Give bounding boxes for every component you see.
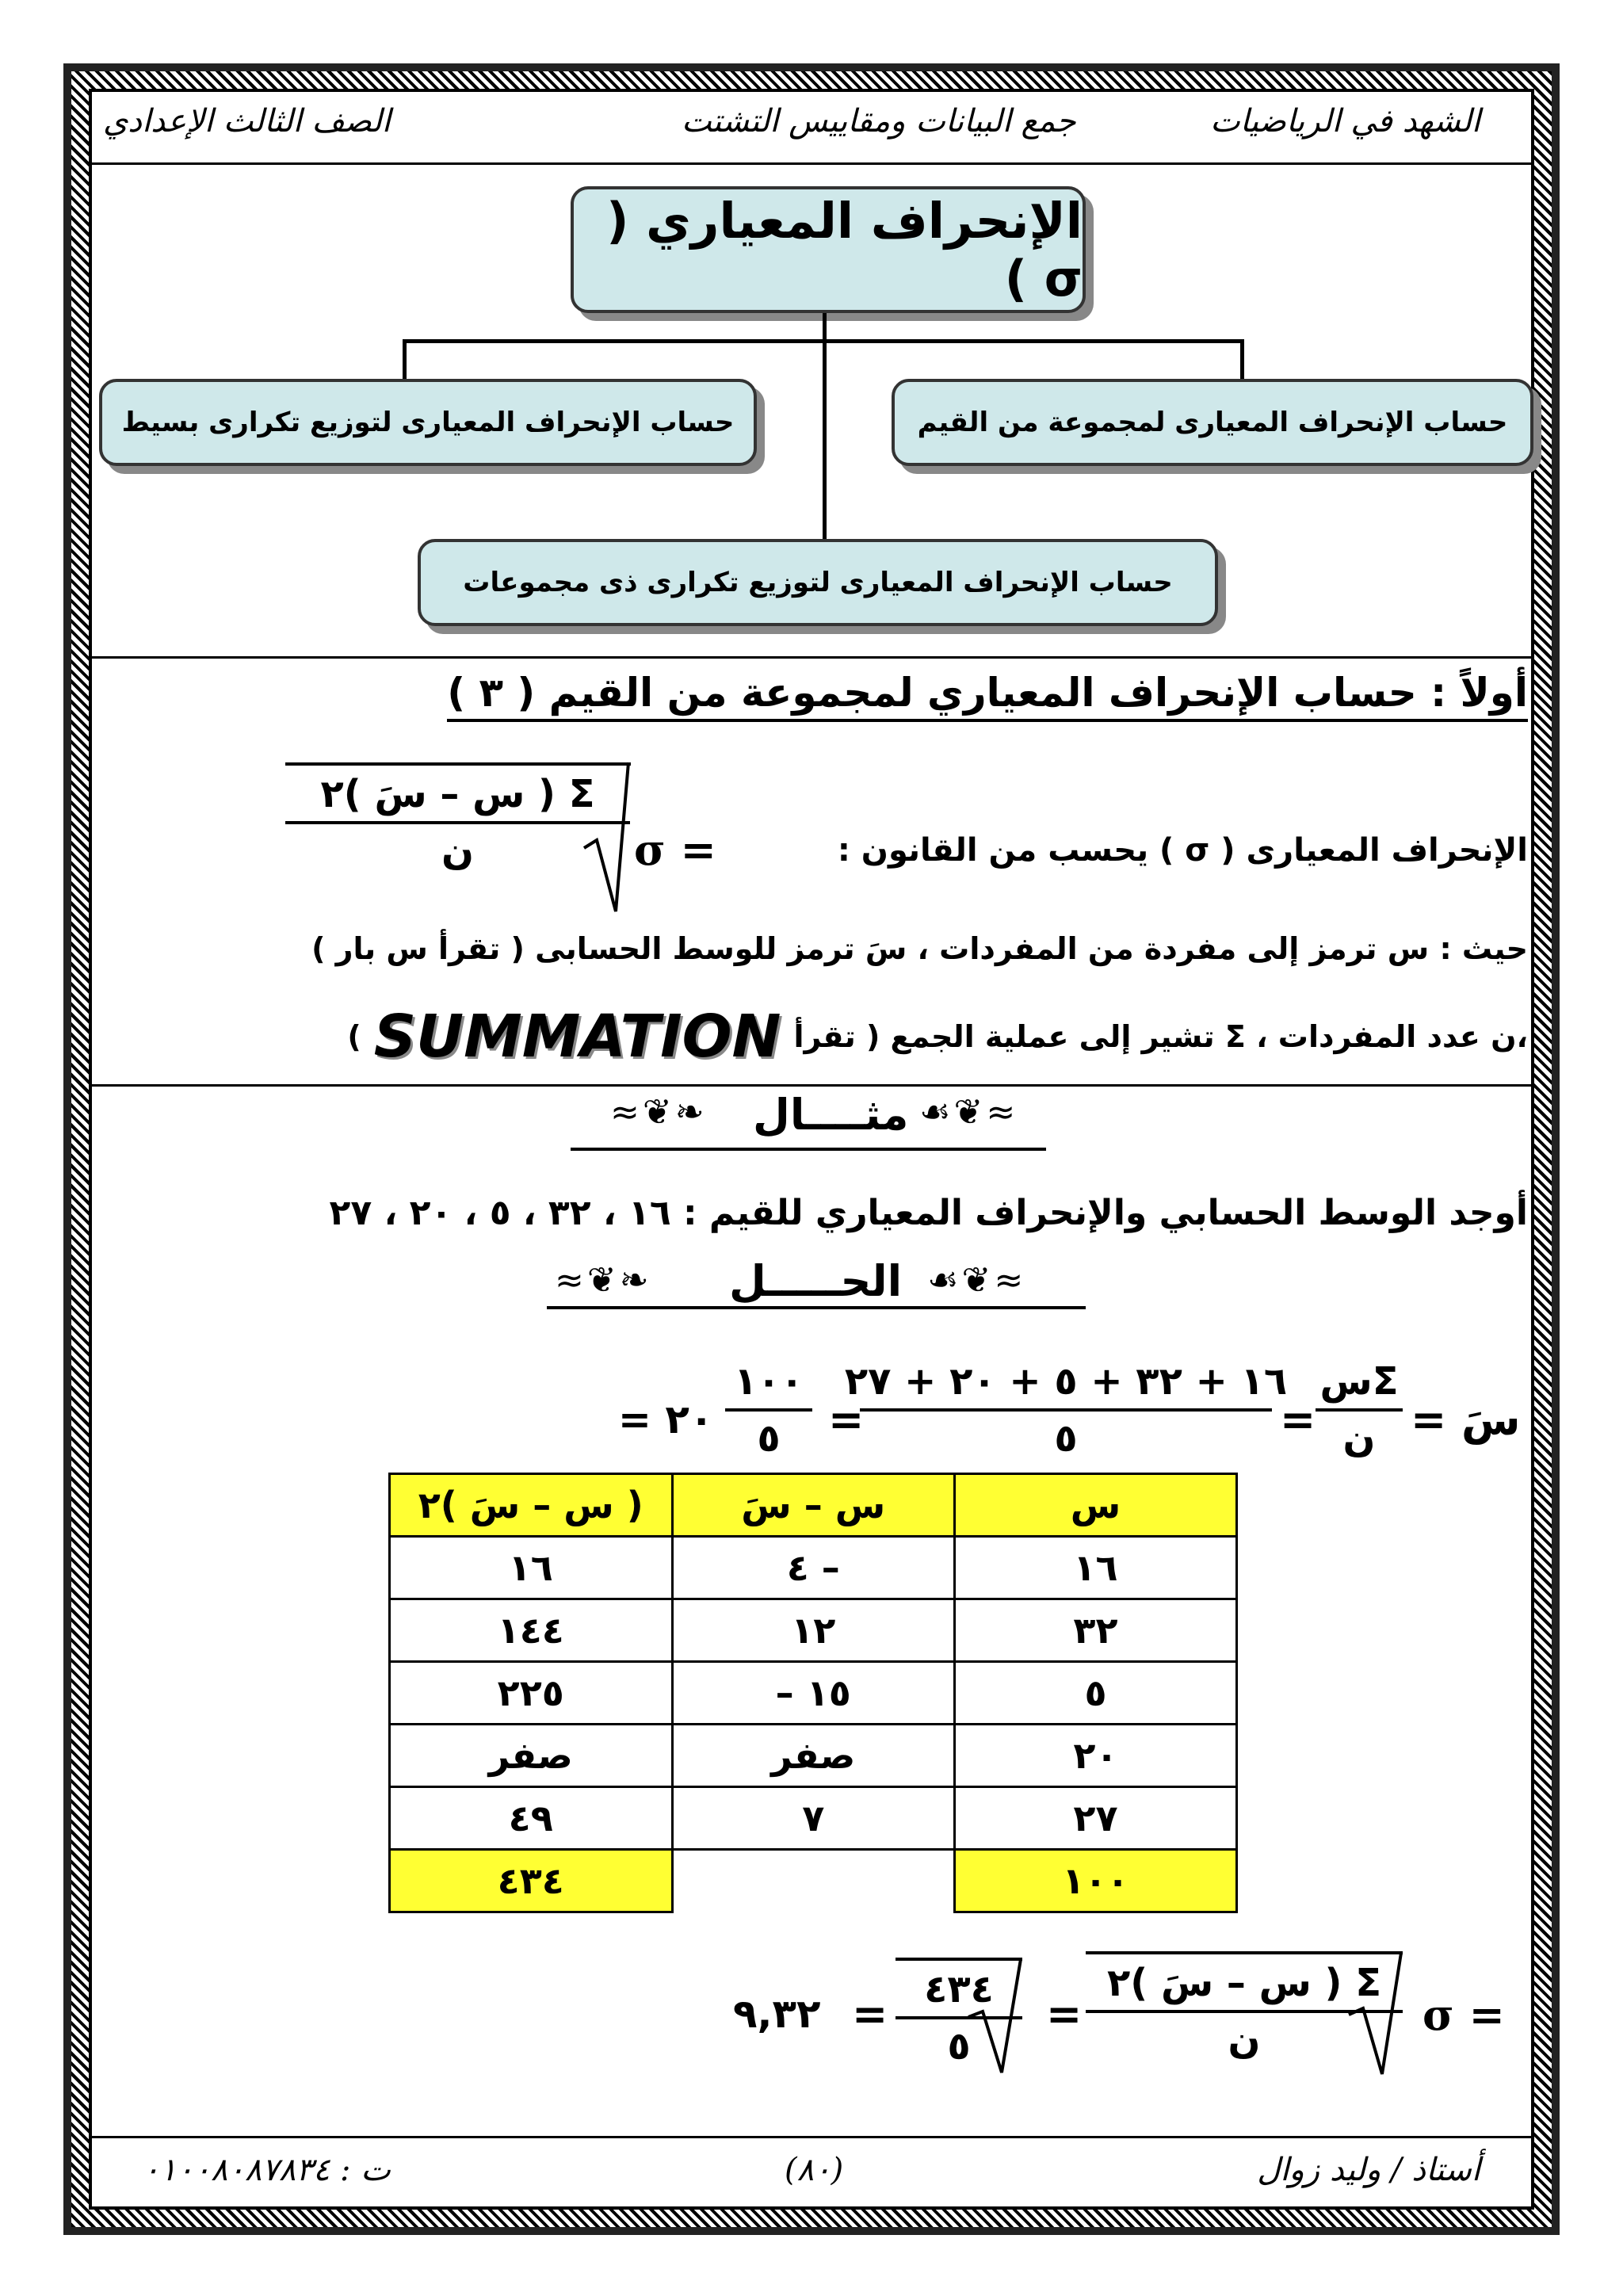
diagram-branch-grouped: حساب الإنحراف المعيارى لتوزيع تكرارى ذى مجموعات [418, 539, 1218, 626]
mean-f2-numerator: ١٦ + ٣٢ + ٥ + ٢٠ + ٢٧ [844, 1359, 1288, 1404]
diagram-title-box: الإنحراف المعياري ( σ ) [571, 186, 1086, 313]
sd-f1-denominator: ن [1228, 2018, 1261, 2062]
header-divider [89, 162, 1534, 165]
table-row [390, 1662, 1237, 1725]
formula-denominator: ن [441, 829, 474, 873]
diagram-branch-simple: حساب الإنحراف المعيارى لتوزيع تكرارى بسيط [99, 379, 757, 466]
mean-f1-bar [1316, 1408, 1403, 1412]
table-row [390, 1725, 1237, 1787]
formula-lhs: σ = [634, 824, 716, 875]
note-line-2 [347, 1003, 1528, 1071]
equals-sign-3: = [1046, 1989, 1083, 2039]
section-title: أولاً : حساب الإنحراف المعياري لمجموعة من القيم ( ٣ ) [447, 670, 1528, 722]
table-cell: ٢٧ [955, 1787, 1237, 1850]
sd-fraction-2 [896, 1958, 1022, 2069]
summation-word: SUMMATION [373, 1003, 781, 1071]
table-header-x: س [955, 1474, 1237, 1537]
table-total-squared: ٤٣٤ [390, 1850, 673, 1912]
mean-fraction-3 [725, 1359, 812, 1461]
radical-overline [285, 762, 630, 766]
solution-heading-underline [547, 1306, 1086, 1309]
table-cell: ٣٢ [955, 1599, 1237, 1662]
table-row [390, 1599, 1237, 1662]
sd-radical-2-overline [896, 1958, 1022, 1961]
mean-fraction-1 [1316, 1359, 1403, 1461]
example-heading: مثــــال [753, 1090, 909, 1140]
table-cell: – ٤ [672, 1537, 954, 1599]
sd-f1-numerator: Σ ( س – سَ )٢ [1107, 1961, 1381, 2005]
section-divider-1 [89, 656, 1534, 659]
mean-f1-numerator: Σس [1319, 1359, 1399, 1404]
example-heading-underline [571, 1148, 1046, 1151]
equals-sign-1: = [1280, 1395, 1316, 1445]
solution-ornament-left-icon: ≈❦❧ [555, 1260, 652, 1301]
mean-f1-denominator: ن [1342, 1416, 1376, 1461]
footer-phone: ت : ٠١٠٠٨٠٨٧٨٣٤ [143, 2152, 391, 2188]
sd-result: ٩,٣٢ [733, 1991, 821, 2037]
table-cell: صفر [672, 1725, 954, 1787]
table-header-deviation-squared: ( س – سَ )٢ [390, 1474, 673, 1537]
mean-f3-numerator: ١٠٠ [734, 1359, 804, 1404]
table-cell: ١٦ [955, 1537, 1237, 1599]
solution-ornament-right-icon: ☙❦≈ [927, 1260, 1027, 1301]
table-cell: ٧ [672, 1787, 954, 1850]
table-cell: ٢٠ [955, 1725, 1237, 1787]
table-header-row [390, 1474, 1237, 1537]
mean-fraction-2 [844, 1359, 1288, 1461]
diagram-connector-left [403, 339, 407, 379]
sd-f2-numerator: ٤٣٤ [924, 1967, 994, 2011]
header-book-title: الشهد في الرياضيات [1210, 103, 1480, 139]
table-cell: ١٦ [390, 1537, 673, 1599]
table-totals-row [390, 1850, 1237, 1912]
sd-radical-1-overline [1086, 1951, 1403, 1954]
table-cell: ٥ [955, 1662, 1237, 1725]
table-header-deviation: س – سَ [672, 1474, 954, 1537]
note-line-2-close: ) [347, 1019, 361, 1054]
note-line-2-text: ،ن عدد المفردات ، Σ تشير إلى عملية الجمع ( تقرأ [793, 1019, 1528, 1054]
table-cell: ١٤٤ [390, 1599, 673, 1662]
mean-f2-bar [860, 1408, 1272, 1412]
diagram-connector-horizontal [403, 339, 1244, 343]
diagram-connector-vertical [823, 313, 827, 543]
table-total-x: ١٠٠ [955, 1850, 1237, 1912]
footer-page-number: (٨٠) [785, 2152, 844, 2188]
mean-f3-denominator: ٥ [757, 1416, 781, 1461]
diagram-connector-right [1240, 339, 1244, 379]
sd-lhs: σ = [1423, 1989, 1505, 2040]
sd-f2-denominator: ٥ [947, 2024, 971, 2069]
mean-f2-denominator: ٥ [1054, 1416, 1078, 1461]
table-cell: ١٢ [672, 1599, 954, 1662]
table-row [390, 1787, 1237, 1850]
section-divider-2 [89, 1084, 1534, 1087]
note-line-1: حيث : س ترمز إلى مفردة من المفردات ، سَ ترمز للوسط الحسابى ( تقرأ س بار ) [311, 931, 1528, 966]
table-cell: ٤٩ [390, 1787, 673, 1850]
header-grade: الصف الثالث الإعدادي [103, 103, 391, 139]
formula-numerator: Σ ( س – سَ )٢ [320, 772, 595, 816]
table-cell: ١٥ – [672, 1662, 954, 1725]
ornament-right-icon: ☙❦≈ [919, 1092, 1019, 1133]
sd-f1-bar [1086, 2010, 1403, 2013]
table-total-empty [672, 1850, 954, 1912]
solution-heading: الحـــــل [729, 1256, 903, 1306]
mean-lhs: سَ = [1411, 1395, 1521, 1445]
diagram-branch-values: حساب الإنحراف المعيارى لمجموعة من القيم [892, 379, 1533, 466]
mean-f3-bar [725, 1408, 812, 1412]
sd-f2-bar [896, 2016, 1022, 2019]
table-row [390, 1537, 1237, 1599]
equals-sign-4: = [852, 1989, 888, 2039]
ornament-left-icon: ≈❦❧ [610, 1092, 708, 1133]
table-cell: ٢٢٥ [390, 1662, 673, 1725]
mean-result: = ٢٠ [618, 1396, 714, 1442]
header-chapter-title: جمع البيانات ومقاييس التشتت [682, 103, 1076, 139]
sd-fraction-1 [1086, 1951, 1403, 2062]
formula-fraction [285, 762, 630, 873]
footer-divider [89, 2136, 1534, 2138]
example-question: أوجد الوسط الحسابي والإنحراف المعياري للقيم : ١٦ ، ٣٢ ، ٥ ، ٢٠ ، ٢٧ [329, 1193, 1528, 1233]
formula-label: الإنحراف المعيارى ( σ ) يحسب من القانون : [837, 832, 1528, 869]
values-table [388, 1473, 1238, 1913]
equals-sign-2: = [828, 1395, 865, 1445]
fraction-bar [285, 821, 630, 824]
table-cell: صفر [390, 1725, 673, 1787]
footer-teacher: أستاذ / وليد زوال [1257, 2152, 1480, 2188]
